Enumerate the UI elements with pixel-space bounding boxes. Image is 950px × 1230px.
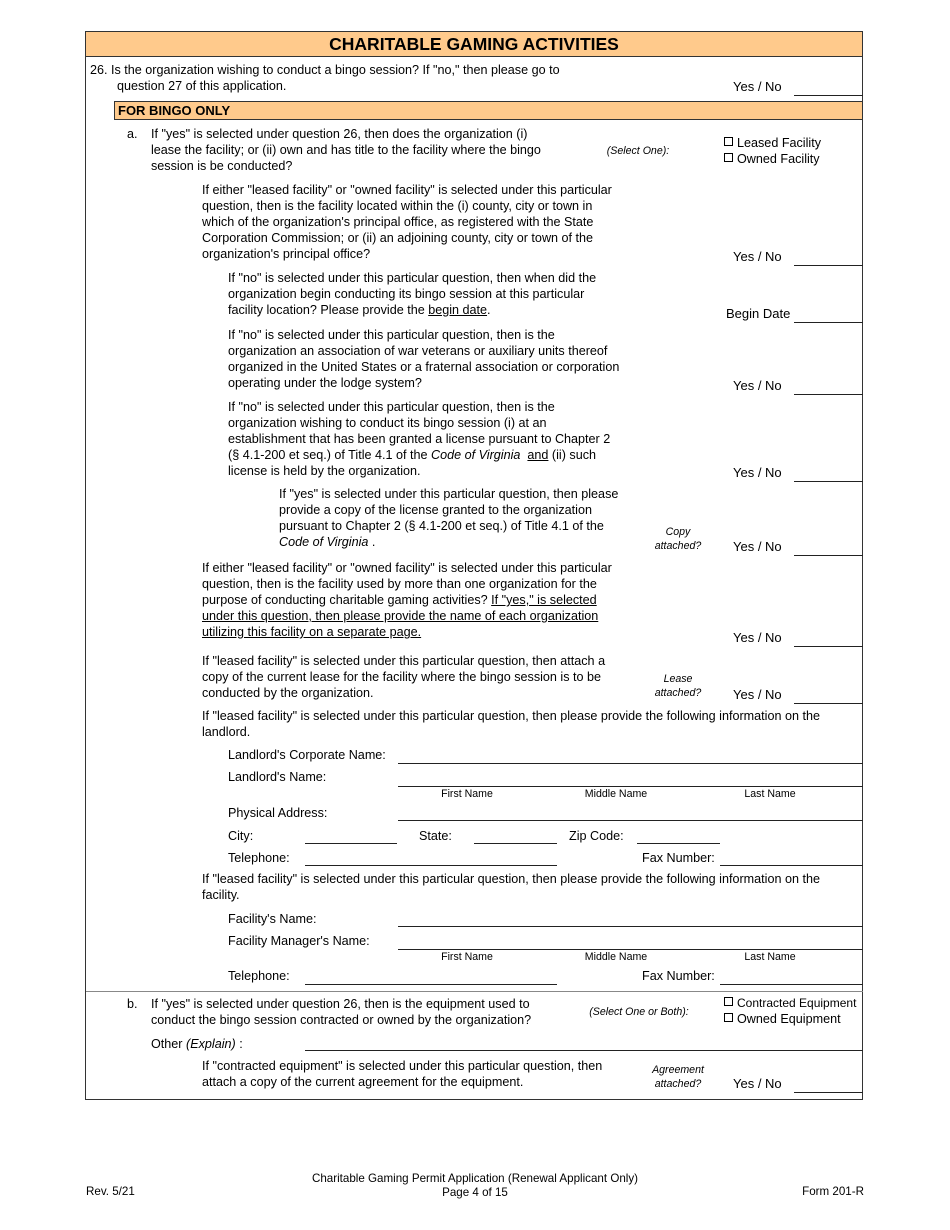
other-explain-field[interactable] bbox=[305, 1050, 863, 1051]
q26-text-line2: question 27 of this application. bbox=[117, 79, 287, 93]
facility-intro-line1: If "leased facility" is selected under this particular question, then please provide the following information on the bbox=[202, 872, 820, 886]
p5-line3: pursuant to Chapter 2 (§ 4.1-200 et seq.) of Title 4.1 of the bbox=[279, 519, 604, 533]
facility-manager-label: Facility Manager's Name: bbox=[228, 934, 370, 948]
p1-answer-field[interactable] bbox=[794, 265, 863, 266]
facility-intro-line2: facility. bbox=[202, 888, 240, 902]
p4-yes-no-label: Yes / No bbox=[733, 465, 782, 480]
p1-line2: question, then is the facility located within the (i) county, city or town in bbox=[202, 199, 593, 213]
landlord-city-field[interactable] bbox=[305, 843, 397, 844]
p2-line1: If "no" is selected under this particular question, then when did the bbox=[228, 271, 597, 285]
contracted-equipment-checkbox[interactable] bbox=[724, 997, 733, 1006]
p3-line1: If "no" is selected under this particular question, then is the bbox=[228, 328, 555, 342]
p1-line3: which of the organization's principal office, as registered with the State bbox=[202, 215, 594, 229]
facility-first-name-caption: First Name bbox=[441, 951, 493, 963]
leased-facility-checkbox[interactable] bbox=[724, 137, 733, 146]
owned-equipment-checkbox[interactable] bbox=[724, 1013, 733, 1022]
q26-yes-no-label: Yes / No bbox=[733, 79, 782, 94]
landlord-city-label: City: bbox=[228, 829, 254, 843]
q26-answer-field[interactable] bbox=[794, 95, 863, 96]
p6-line4: under this question, then please provide the name of each organization bbox=[202, 609, 599, 623]
p6-answer-field[interactable] bbox=[794, 646, 863, 647]
footer-revision: Rev. 5/21 bbox=[86, 1185, 135, 1198]
owned-equipment-label: Owned Equipment bbox=[737, 1012, 841, 1026]
p7-answer-field[interactable] bbox=[794, 703, 863, 704]
facility-fax-label: Fax Number: bbox=[642, 969, 715, 983]
p6-line3: purpose of conducting charitable gaming activities? If "yes," is selected bbox=[202, 593, 597, 607]
p2-line3: facility location? Please provide the begin date. bbox=[228, 303, 491, 317]
qb-text-line2: conduct the bingo session contracted or owned by the organization? bbox=[151, 1013, 532, 1027]
qa-select-note: (Select One): bbox=[606, 145, 670, 157]
p7-line2: copy of the current lease for the facility where the bingo session is to be bbox=[202, 670, 602, 684]
landlord-zip-label: Zip Code: bbox=[569, 829, 624, 843]
facility-middle-name-caption: Middle Name bbox=[584, 951, 648, 963]
p1-line4: Corporation Commission; or (ii) an adjoining county, city or town of the bbox=[202, 231, 594, 245]
qa-text-line3: session is be conducted? bbox=[151, 159, 293, 173]
landlord-intro-line2: landlord. bbox=[202, 725, 251, 739]
facility-manager-field[interactable] bbox=[398, 949, 863, 950]
p5-yes-no-label: Yes / No bbox=[733, 539, 782, 554]
landlord-address-field[interactable] bbox=[398, 820, 863, 821]
p6-line1: If either "leased facility" or "owned facility" is selected under this particular bbox=[202, 561, 612, 575]
facility-telephone-field[interactable] bbox=[305, 984, 557, 985]
lease-attached-note: Lease attached? bbox=[654, 673, 702, 699]
footer-form-number: Form 201-R bbox=[802, 1185, 864, 1198]
contracted-equipment-label: Contracted Equipment bbox=[737, 996, 857, 1010]
landlord-corp-name-field[interactable] bbox=[398, 763, 863, 764]
landlord-telephone-field[interactable] bbox=[305, 865, 557, 866]
p3-line2: organization an association of war veterans or auxiliary units thereof bbox=[228, 344, 608, 358]
p3-answer-field[interactable] bbox=[794, 394, 863, 395]
landlord-zip-field[interactable] bbox=[637, 843, 720, 844]
p3-line4: operating under the lodge system? bbox=[228, 376, 422, 390]
agreement-attached-note: Agreement attached? bbox=[652, 1064, 704, 1090]
bingo-only-header: FOR BINGO ONLY bbox=[114, 101, 862, 120]
qa-text-line1: If "yes" is selected under question 26, then does the organization (i) bbox=[151, 127, 528, 141]
q26-text-line1: 26. Is the organization wishing to conduct a bingo session? If "no," then please go to bbox=[90, 63, 560, 77]
facility-telephone-label: Telephone: bbox=[228, 969, 290, 983]
leased-facility-option[interactable] bbox=[724, 136, 821, 150]
p3-line3: organized in the United States or a fraternal association or corporation bbox=[228, 360, 620, 374]
leased-facility-label: Leased Facility bbox=[737, 136, 821, 150]
owned-facility-option[interactable] bbox=[724, 152, 820, 166]
p3-yes-no-label: Yes / No bbox=[733, 378, 782, 393]
p4-line1: If "no" is selected under this particular question, then is the bbox=[228, 400, 555, 414]
section-divider bbox=[86, 991, 863, 992]
qa-text-line2: lease the facility; or (ii) own and has title to the facility where the bingo bbox=[151, 143, 541, 157]
landlord-middle-name-caption: Middle Name bbox=[584, 788, 648, 800]
p5-line2: provide a copy of the license granted to the organization bbox=[279, 503, 592, 517]
p7-line3: conducted by the organization. bbox=[202, 686, 374, 700]
p1-yes-no-label: Yes / No bbox=[733, 249, 782, 264]
qa-letter: a. bbox=[127, 127, 138, 141]
landlord-telephone-label: Telephone: bbox=[228, 851, 290, 865]
p1-line1: If either "leased facility" or "owned facility" is selected under this particular bbox=[202, 183, 612, 197]
p7-line1: If "leased facility" is selected under this particular question, then attach a bbox=[202, 654, 606, 668]
facility-last-name-caption: Last Name bbox=[744, 951, 796, 963]
footer-page-number: Page 4 of 15 bbox=[442, 1186, 508, 1199]
owned-equipment-option[interactable] bbox=[724, 1012, 841, 1026]
owned-facility-checkbox[interactable] bbox=[724, 153, 733, 162]
p6-line5: utilizing this facility on a separate page. bbox=[202, 625, 422, 639]
landlord-address-label: Physical Address: bbox=[228, 806, 328, 820]
contracted-equipment-option[interactable] bbox=[724, 996, 856, 1010]
qb-yes-no-label: Yes / No bbox=[733, 1076, 782, 1091]
p6-line2: question, then is the facility used by more than one organization for the bbox=[202, 577, 597, 591]
facility-name-label: Facility's Name: bbox=[228, 912, 317, 926]
landlord-intro-line1: If "leased facility" is selected under this particular question, then please provide the following information on the bbox=[202, 709, 820, 723]
p2-line2: organization begin conducting its bingo session at this particular bbox=[228, 287, 585, 301]
section-title: CHARITABLE GAMING ACTIVITIES bbox=[86, 32, 862, 57]
qb-text-line1: If "yes" is selected under question 26, then is the equipment used to bbox=[151, 997, 530, 1011]
landlord-fax-label: Fax Number: bbox=[642, 851, 715, 865]
p4-line5: license is held by the organization. bbox=[228, 464, 421, 478]
landlord-name-label: Landlord's Name: bbox=[228, 770, 327, 784]
p6-yes-no-label: Yes / No bbox=[733, 630, 782, 645]
landlord-state-field[interactable] bbox=[474, 843, 557, 844]
facility-name-field[interactable] bbox=[398, 926, 863, 927]
p4-answer-field[interactable] bbox=[794, 481, 863, 482]
copy-attached-note: Copy attached? bbox=[654, 526, 702, 552]
other-explain-label: Other (Explain) : bbox=[151, 1037, 243, 1051]
facility-fax-field[interactable] bbox=[720, 984, 863, 985]
p4-line2: organization wishing to conduct its bingo session (i) at an bbox=[228, 416, 547, 430]
qb-letter: b. bbox=[127, 997, 138, 1011]
begin-date-label: Begin Date bbox=[726, 306, 791, 321]
qb-select-note: (Select One or Both): bbox=[589, 1006, 689, 1018]
p7-yes-no-label: Yes / No bbox=[733, 687, 782, 702]
p1-line5: organization's principal office? bbox=[202, 247, 371, 261]
qb-sub-line2: attach a copy of the current agreement for the equipment. bbox=[202, 1075, 524, 1089]
p5-line1: If "yes" is selected under this particular question, then please bbox=[279, 487, 619, 501]
qb-sub-line1: If "contracted equipment" is selected under this particular question, then bbox=[202, 1059, 603, 1073]
landlord-fax-field[interactable] bbox=[720, 865, 863, 866]
owned-facility-label: Owned Facility bbox=[737, 152, 820, 166]
qb-answer-field[interactable] bbox=[794, 1092, 863, 1093]
p4-line3: establishment that has been granted a license pursuant to Chapter 2 bbox=[228, 432, 611, 446]
p4-line4: (§ 4.1-200 et seq.) of Title 4.1 of the Code of Virginia and (ii) such bbox=[228, 448, 597, 462]
begin-date-field[interactable] bbox=[794, 322, 863, 323]
landlord-last-name-caption: Last Name bbox=[744, 788, 796, 800]
footer-title: Charitable Gaming Permit Application (Renewal Applicant Only) bbox=[311, 1172, 639, 1185]
landlord-state-label: State: bbox=[419, 829, 452, 843]
landlord-first-name-caption: First Name bbox=[441, 788, 493, 800]
p5-answer-field[interactable] bbox=[794, 555, 863, 556]
landlord-corp-name-label: Landlord's Corporate Name: bbox=[228, 748, 386, 762]
p5-line4: Code of Virginia . bbox=[279, 535, 376, 549]
landlord-name-field[interactable] bbox=[398, 786, 863, 787]
